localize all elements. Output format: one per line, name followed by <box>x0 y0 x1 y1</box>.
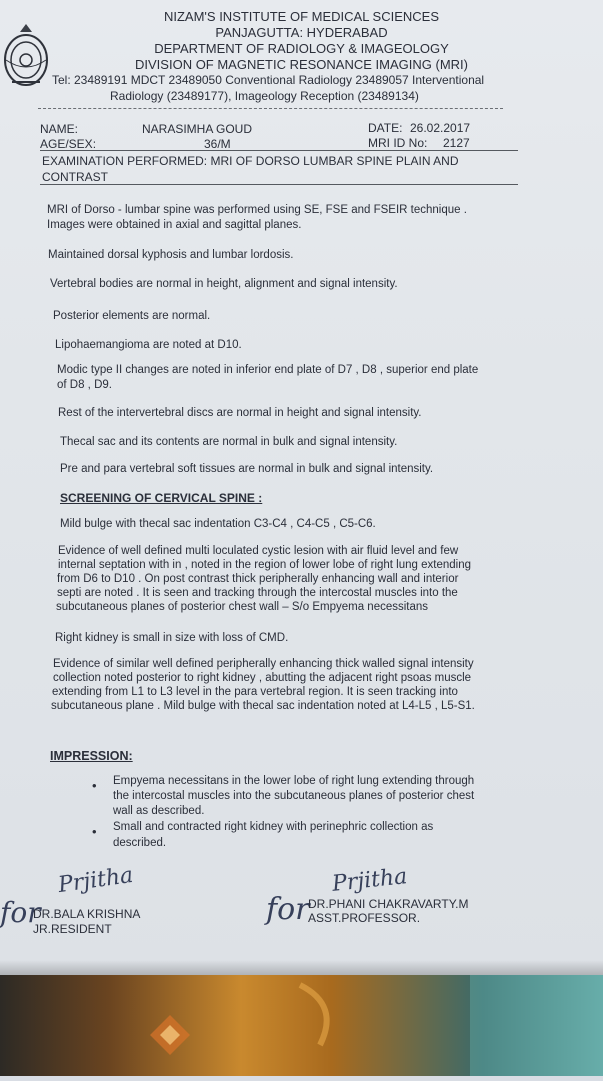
findings-posterior-elements: Posterior elements are normal. <box>53 310 211 322</box>
findings-technique-line-1: MRI of Dorso - lumbar spine was performed using SE, FSE and FSEIR technique . <box>47 204 467 216</box>
findings-discs: Rest of the intervertebral discs are normal in height and signal intensity. <box>58 407 422 419</box>
collection-line-4: subcutaneous plane . Mild bulge with thecal sac indentation noted at L4-L5 , L5-S1. <box>51 700 475 712</box>
division-name: DIVISION OF MAGNETIC RESONANCE IMAGING (MRI) <box>135 57 468 72</box>
report-date: 26.02.2017 <box>410 121 471 135</box>
exam-divider <box>40 184 518 185</box>
phone-line-2: Radiology (23489177), Imageology Reception (23489134) <box>110 89 419 103</box>
cervical-lesion-line-4: septi are noted . It is seen and tracking through the intercostal muscles into the <box>57 587 458 599</box>
findings-technique-line-2: Images were obtained in axial and sagittal planes. <box>47 219 302 231</box>
kidney-finding: Right kidney is small in size with loss of CMD. <box>55 632 289 644</box>
cervical-lesion-line-1: Evidence of well defined multi loculated cystic lesion with air fluid level and few <box>58 545 459 557</box>
impression-1-line-3: wall as described. <box>113 805 205 817</box>
handwritten-for-left: for <box>0 896 41 929</box>
collection-line-2: collection noted posterior to right kidney , abutting the adjacent right psoas muscle <box>53 672 472 684</box>
cervical-bulge: Mild bulge with thecal sac indentation C3-C4 , C4-C5 , C5-C6. <box>60 518 376 530</box>
handwritten-for-right: for <box>266 892 310 927</box>
institute-name: NIZAM'S INSTITUTE OF MEDICAL SCIENCES <box>163 9 440 24</box>
impression-1-line-1: Empyema necessitans in the lower lobe of right lung extending through <box>113 775 475 787</box>
decorative-pattern-icon <box>0 975 603 1076</box>
findings-lipohaemangioma: Lipohaemangioma are noted at D10. <box>55 339 242 351</box>
collection-line-3: extending from L1 to L3 level in the para vertebral region. It is seen tracking into <box>52 686 458 698</box>
cervical-lesion-line-5: subcutaneous planes of posterior chest wall – S/o Empyema necessitans <box>56 601 429 613</box>
cervical-heading: SCREENING OF CERVICAL SPINE : <box>60 491 263 505</box>
collection-line-1: Evidence of similar well defined peripherally enhancing thick walled signal intensity <box>53 658 474 670</box>
department-name: DEPARTMENT OF RADIOLOGY & IMAGEOLOGY <box>154 41 449 56</box>
cervical-lesion-line-3: from D6 to D10 . On post contrast thick peripherally enhancing wall and interior <box>57 573 459 585</box>
phone-line-1: Tel: 23489191 MDCT 23489050 Conventional Radiology 23489057 Interventional <box>52 73 485 87</box>
findings-soft-tissues: Pre and para vertebral soft tissues are normal in bulk and signal intensity. <box>60 463 434 475</box>
institute-address: PANJAGUTTA: HYDERABAD <box>215 25 388 40</box>
cervical-lesion-line-2: internal septation with in , noted in the region of lower lobe of right lung extending <box>58 559 471 571</box>
findings-curvature: Maintained dorsal kyphosis and lumbar lordosis. <box>48 249 294 261</box>
impression-2-line-1: Small and contracted right kidney with perinephric collection as <box>113 821 434 833</box>
handwritten-signature-left: Prjitha <box>56 862 135 899</box>
findings-vertebral-bodies: Vertebral bodies are normal in height, alignment and signal intensity. <box>50 278 398 290</box>
agesex-label: AGE/SEX: <box>40 137 97 151</box>
right-doctor-name: DR.PHANI CHAKRAVARTY.M <box>308 897 469 911</box>
mri-id-value: 2127 <box>443 136 470 150</box>
findings-modic-line-2: of D8 , D9. <box>57 379 112 391</box>
findings-thecal-sac: Thecal sac and its contents are normal in bulk and signal intensity. <box>60 436 398 448</box>
background-surface <box>0 975 603 1076</box>
bullet-icon: • <box>92 824 97 839</box>
mri-id-label: MRI ID No: <box>368 136 428 150</box>
impression-heading: IMPRESSION: <box>50 749 133 763</box>
exam-performed-line-2: CONTRAST <box>42 170 108 184</box>
left-doctor-name: DR.BALA KRISHNA <box>33 907 141 921</box>
handwritten-signature-right: Prjitha <box>330 864 409 897</box>
patient-agesex: 36/M <box>204 137 231 151</box>
findings-modic-line-1: Modic type II changes are noted in inferior end plate of D7 , D8 , superior end plate <box>57 364 479 376</box>
exam-performed-line-1: EXAMINATION PERFORMED: MRI OF DORSO LUMBAR SPINE PLAIN AND <box>42 154 459 168</box>
date-label: DATE: <box>368 121 403 135</box>
left-doctor-title: JR.RESIDENT <box>33 922 112 936</box>
impression-1-line-2: the intercostal muscles into the subcutaneous planes of posterior chest <box>113 790 475 802</box>
header-divider <box>38 108 503 109</box>
patient-divider <box>40 150 518 151</box>
right-doctor-title: ASST.PROFESSOR. <box>308 911 421 925</box>
bullet-icon: • <box>92 778 97 793</box>
patient-name: NARASIMHA GOUD <box>142 122 253 136</box>
name-label: NAME: <box>40 122 79 136</box>
impression-2-line-2: described. <box>113 837 167 849</box>
